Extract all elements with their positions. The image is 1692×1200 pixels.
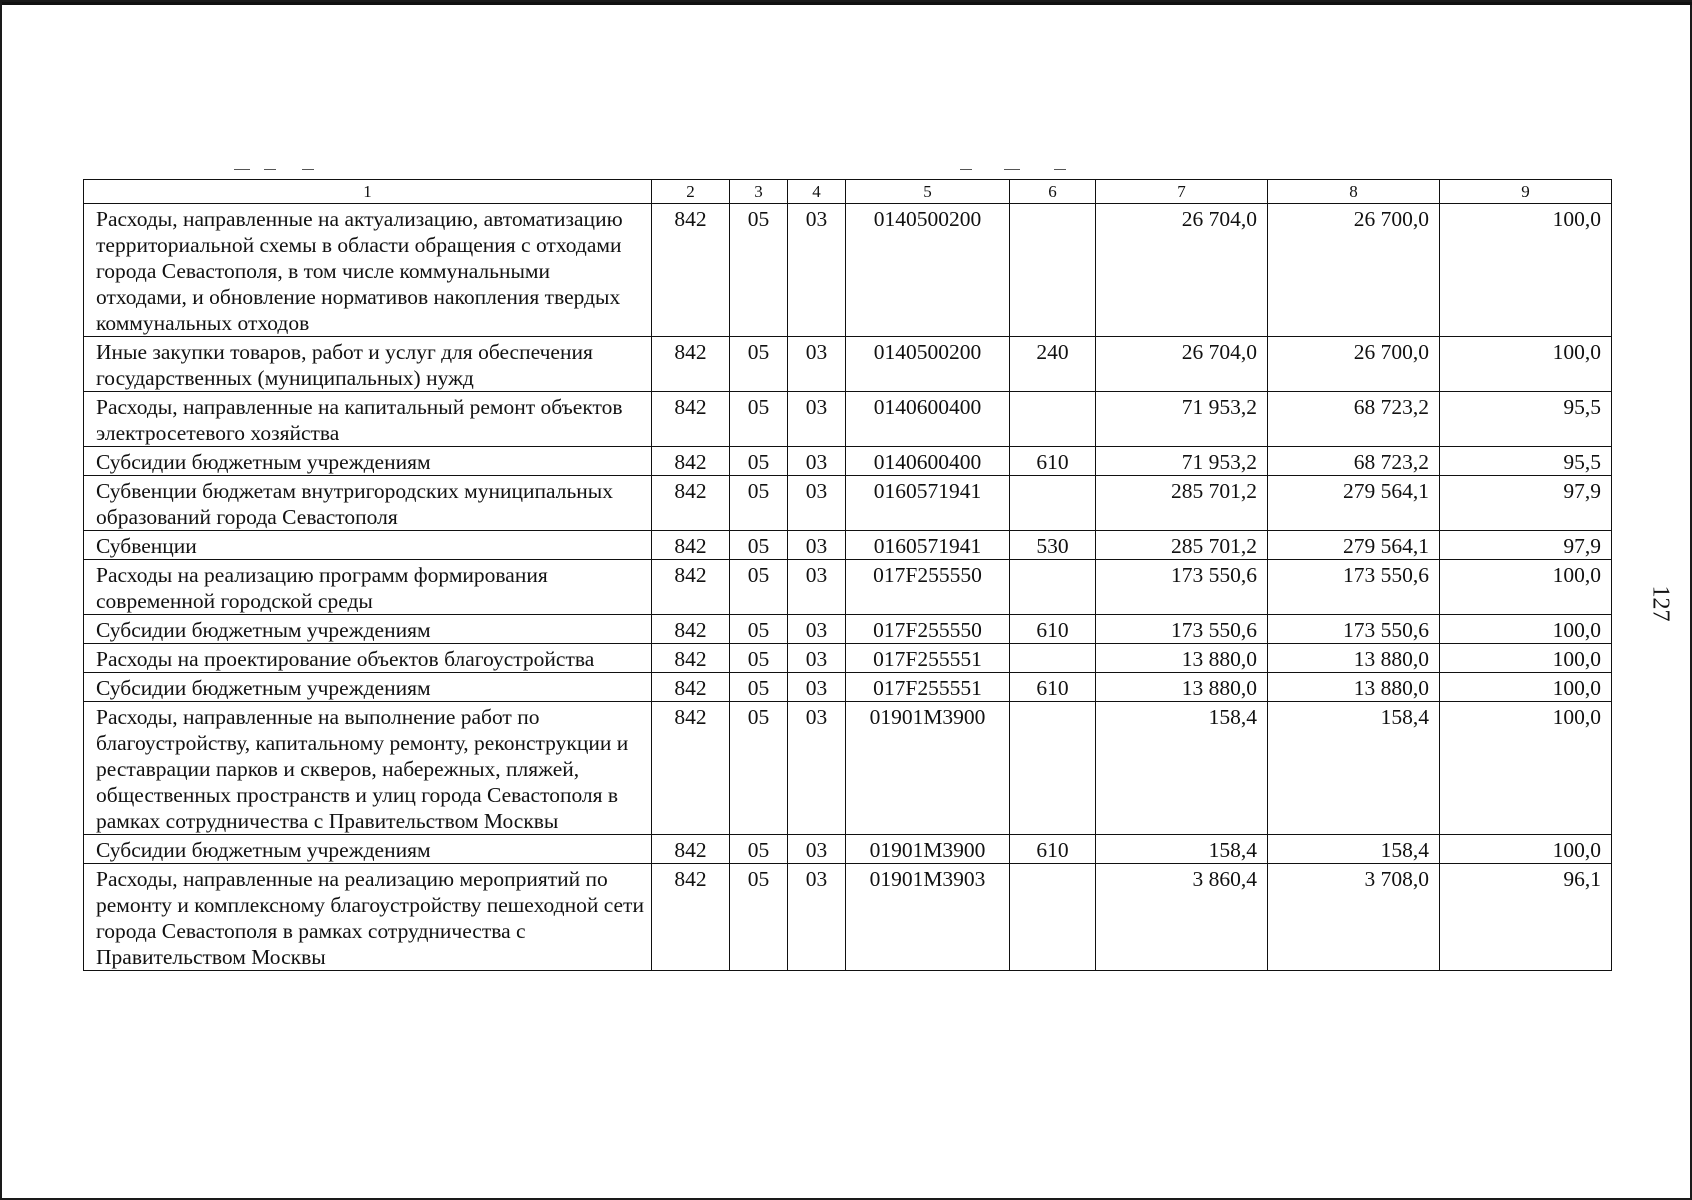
admin-code-cell: 842 <box>652 615 730 644</box>
budget-execution-table <box>83 179 1612 971</box>
expense-name-cell: Субвенции бюджетам внутригородских муниципальных образований города Севастополя <box>84 476 652 531</box>
admin-code-cell: 842 <box>652 673 730 702</box>
expense-name-cell: Субвенции <box>84 531 652 560</box>
planned-amount-cell: 26 704,0 <box>1096 204 1268 337</box>
planned-amount-cell: 173 550,6 <box>1096 615 1268 644</box>
target-item-cell: 0140500200 <box>846 337 1010 392</box>
execution-percent-cell: 100,0 <box>1440 644 1612 673</box>
subsection-code-cell: 03 <box>788 560 846 615</box>
table-body <box>84 204 1612 971</box>
actual-amount-cell: 158,4 <box>1268 835 1440 864</box>
subsection-code-cell: 03 <box>788 392 846 447</box>
target-item-cell: 01901М3900 <box>846 835 1010 864</box>
subsection-code-cell: 03 <box>788 337 846 392</box>
admin-code-cell: 842 <box>652 337 730 392</box>
column-header: 1 <box>84 180 652 204</box>
subsection-code-cell: 03 <box>788 673 846 702</box>
column-header: 2 <box>652 180 730 204</box>
section-code-cell: 05 <box>730 644 788 673</box>
admin-code-cell: 842 <box>652 392 730 447</box>
actual-amount-cell: 13 880,0 <box>1268 673 1440 702</box>
table-row <box>84 476 1612 531</box>
planned-amount-cell: 71 953,2 <box>1096 392 1268 447</box>
planned-amount-cell: 158,4 <box>1096 702 1268 835</box>
subsection-code-cell: 03 <box>788 835 846 864</box>
target-item-cell: 0160571941 <box>846 476 1010 531</box>
expense-type-cell <box>1010 864 1096 971</box>
admin-code-cell: 842 <box>652 864 730 971</box>
subsection-code-cell: 03 <box>788 702 846 835</box>
planned-amount-cell: 13 880,0 <box>1096 673 1268 702</box>
section-code-cell: 05 <box>730 337 788 392</box>
actual-amount-cell: 26 700,0 <box>1268 337 1440 392</box>
expense-name-cell: Расходы на реализацию программ формирования современной городской среды <box>84 560 652 615</box>
column-header: 7 <box>1096 180 1268 204</box>
execution-percent-cell: 100,0 <box>1440 835 1612 864</box>
section-code-cell: 05 <box>730 392 788 447</box>
actual-amount-cell: 173 550,6 <box>1268 615 1440 644</box>
execution-percent-cell: 100,0 <box>1440 560 1612 615</box>
column-header: 5 <box>846 180 1010 204</box>
expense-name-cell: Субсидии бюджетным учреждениям <box>84 447 652 476</box>
table-row <box>84 835 1612 864</box>
planned-amount-cell: 285 701,2 <box>1096 476 1268 531</box>
expense-name-cell: Расходы, направленные на реализацию мероприятий по ремонту и комплексному благоустройству пешеходной сети города Севастополя в рамках сотрудничества с Правительством Москвы <box>84 864 652 971</box>
planned-amount-cell: 3 860,4 <box>1096 864 1268 971</box>
actual-amount-cell: 279 564,1 <box>1268 531 1440 560</box>
target-item-cell: 0160571941 <box>846 531 1010 560</box>
expense-type-cell <box>1010 644 1096 673</box>
subsection-code-cell: 03 <box>788 204 846 337</box>
execution-percent-cell: 100,0 <box>1440 615 1612 644</box>
admin-code-cell: 842 <box>652 644 730 673</box>
expense-type-cell <box>1010 392 1096 447</box>
section-code-cell: 05 <box>730 864 788 971</box>
table-row <box>84 644 1612 673</box>
section-code-cell: 05 <box>730 531 788 560</box>
actual-amount-cell: 173 550,6 <box>1268 560 1440 615</box>
admin-code-cell: 842 <box>652 702 730 835</box>
execution-percent-cell: 100,0 <box>1440 673 1612 702</box>
expense-type-cell <box>1010 204 1096 337</box>
admin-code-cell: 842 <box>652 476 730 531</box>
subsection-code-cell: 03 <box>788 531 846 560</box>
actual-amount-cell: 158,4 <box>1268 702 1440 835</box>
scan-speck <box>264 169 276 170</box>
section-code-cell: 05 <box>730 476 788 531</box>
scan-edge <box>2 2 1692 5</box>
actual-amount-cell: 68 723,2 <box>1268 447 1440 476</box>
section-code-cell: 05 <box>730 560 788 615</box>
subsection-code-cell: 03 <box>788 864 846 971</box>
expense-name-cell: Субсидии бюджетным учреждениям <box>84 835 652 864</box>
table-row <box>84 392 1612 447</box>
expense-type-cell <box>1010 560 1096 615</box>
subsection-code-cell: 03 <box>788 447 846 476</box>
table-row <box>84 864 1612 971</box>
planned-amount-cell: 13 880,0 <box>1096 644 1268 673</box>
execution-percent-cell: 95,5 <box>1440 447 1612 476</box>
scan-speck <box>302 169 314 170</box>
planned-amount-cell: 26 704,0 <box>1096 337 1268 392</box>
section-code-cell: 05 <box>730 204 788 337</box>
admin-code-cell: 842 <box>652 835 730 864</box>
admin-code-cell: 842 <box>652 447 730 476</box>
expense-name-cell: Расходы на проектирование объектов благоустройства <box>84 644 652 673</box>
target-item-cell: 017F255551 <box>846 644 1010 673</box>
expense-name-cell: Расходы, направленные на капитальный ремонт объектов электросетевого хозяйства <box>84 392 652 447</box>
section-code-cell: 05 <box>730 835 788 864</box>
expense-name-cell: Субсидии бюджетным учреждениям <box>84 673 652 702</box>
table-row <box>84 204 1612 337</box>
execution-percent-cell: 97,9 <box>1440 531 1612 560</box>
target-item-cell: 01901М3900 <box>846 702 1010 835</box>
execution-percent-cell: 100,0 <box>1440 204 1612 337</box>
column-header: 3 <box>730 180 788 204</box>
target-item-cell: 017F255550 <box>846 615 1010 644</box>
expense-name-cell: Расходы, направленные на актуализацию, автоматизацию территориальной схемы в области обращения с отходами города Севастополя, в том числе коммунальными отходами, и обновление нормативов накопления твердых коммунальных отходов <box>84 204 652 337</box>
expense-type-cell <box>1010 476 1096 531</box>
actual-amount-cell: 26 700,0 <box>1268 204 1440 337</box>
admin-code-cell: 842 <box>652 204 730 337</box>
scan-speck <box>1004 169 1020 170</box>
execution-percent-cell: 100,0 <box>1440 702 1612 835</box>
subsection-code-cell: 03 <box>788 476 846 531</box>
planned-amount-cell: 173 550,6 <box>1096 560 1268 615</box>
actual-amount-cell: 3 708,0 <box>1268 864 1440 971</box>
execution-percent-cell: 100,0 <box>1440 337 1612 392</box>
section-code-cell: 05 <box>730 673 788 702</box>
target-item-cell: 017F255550 <box>846 560 1010 615</box>
table-row <box>84 531 1612 560</box>
table-row <box>84 337 1612 392</box>
target-item-cell: 0140600400 <box>846 447 1010 476</box>
expense-name-cell: Иные закупки товаров, работ и услуг для обеспечения государственных (муниципальных) нужд <box>84 337 652 392</box>
actual-amount-cell: 68 723,2 <box>1268 392 1440 447</box>
execution-percent-cell: 95,5 <box>1440 392 1612 447</box>
actual-amount-cell: 13 880,0 <box>1268 644 1440 673</box>
column-header: 4 <box>788 180 846 204</box>
target-item-cell: 01901М3903 <box>846 864 1010 971</box>
planned-amount-cell: 71 953,2 <box>1096 447 1268 476</box>
expense-type-cell: 610 <box>1010 835 1096 864</box>
expense-type-cell: 240 <box>1010 337 1096 392</box>
planned-amount-cell: 285 701,2 <box>1096 531 1268 560</box>
admin-code-cell: 842 <box>652 531 730 560</box>
expense-type-cell <box>1010 702 1096 835</box>
column-header: 6 <box>1010 180 1096 204</box>
scan-speck <box>1054 169 1066 170</box>
table-row <box>84 447 1612 476</box>
expense-type-cell: 610 <box>1010 615 1096 644</box>
table-row <box>84 673 1612 702</box>
expense-name-cell: Расходы, направленные на выполнение работ по благоустройству, капитальному ремонту, реконструкции и реставрации парков и скверов, набережных, пляжей, общественных пространств и улиц города Севастополя в рамках сотрудничества с Правительством Москвы <box>84 702 652 835</box>
target-item-cell: 017F255551 <box>846 673 1010 702</box>
subsection-code-cell: 03 <box>788 615 846 644</box>
execution-percent-cell: 97,9 <box>1440 476 1612 531</box>
expense-type-cell: 610 <box>1010 673 1096 702</box>
planned-amount-cell: 158,4 <box>1096 835 1268 864</box>
subsection-code-cell: 03 <box>788 644 846 673</box>
scan-speck <box>234 169 250 170</box>
column-header: 9 <box>1440 180 1612 204</box>
target-item-cell: 0140600400 <box>846 392 1010 447</box>
table-row <box>84 615 1612 644</box>
table-row <box>84 702 1612 835</box>
section-code-cell: 05 <box>730 615 788 644</box>
section-code-cell: 05 <box>730 447 788 476</box>
section-code-cell: 05 <box>730 702 788 835</box>
expense-type-cell: 530 <box>1010 531 1096 560</box>
actual-amount-cell: 279 564,1 <box>1268 476 1440 531</box>
target-item-cell: 0140500200 <box>846 204 1010 337</box>
column-number-row <box>84 180 1612 204</box>
execution-percent-cell: 96,1 <box>1440 864 1612 971</box>
column-header: 8 <box>1268 180 1440 204</box>
scan-speck <box>960 169 972 170</box>
expense-type-cell: 610 <box>1010 447 1096 476</box>
expense-name-cell: Субсидии бюджетным учреждениям <box>84 615 652 644</box>
table-row <box>84 560 1612 615</box>
admin-code-cell: 842 <box>652 560 730 615</box>
page-number: 127 <box>1647 585 1674 622</box>
budget-table-container <box>83 179 1612 971</box>
